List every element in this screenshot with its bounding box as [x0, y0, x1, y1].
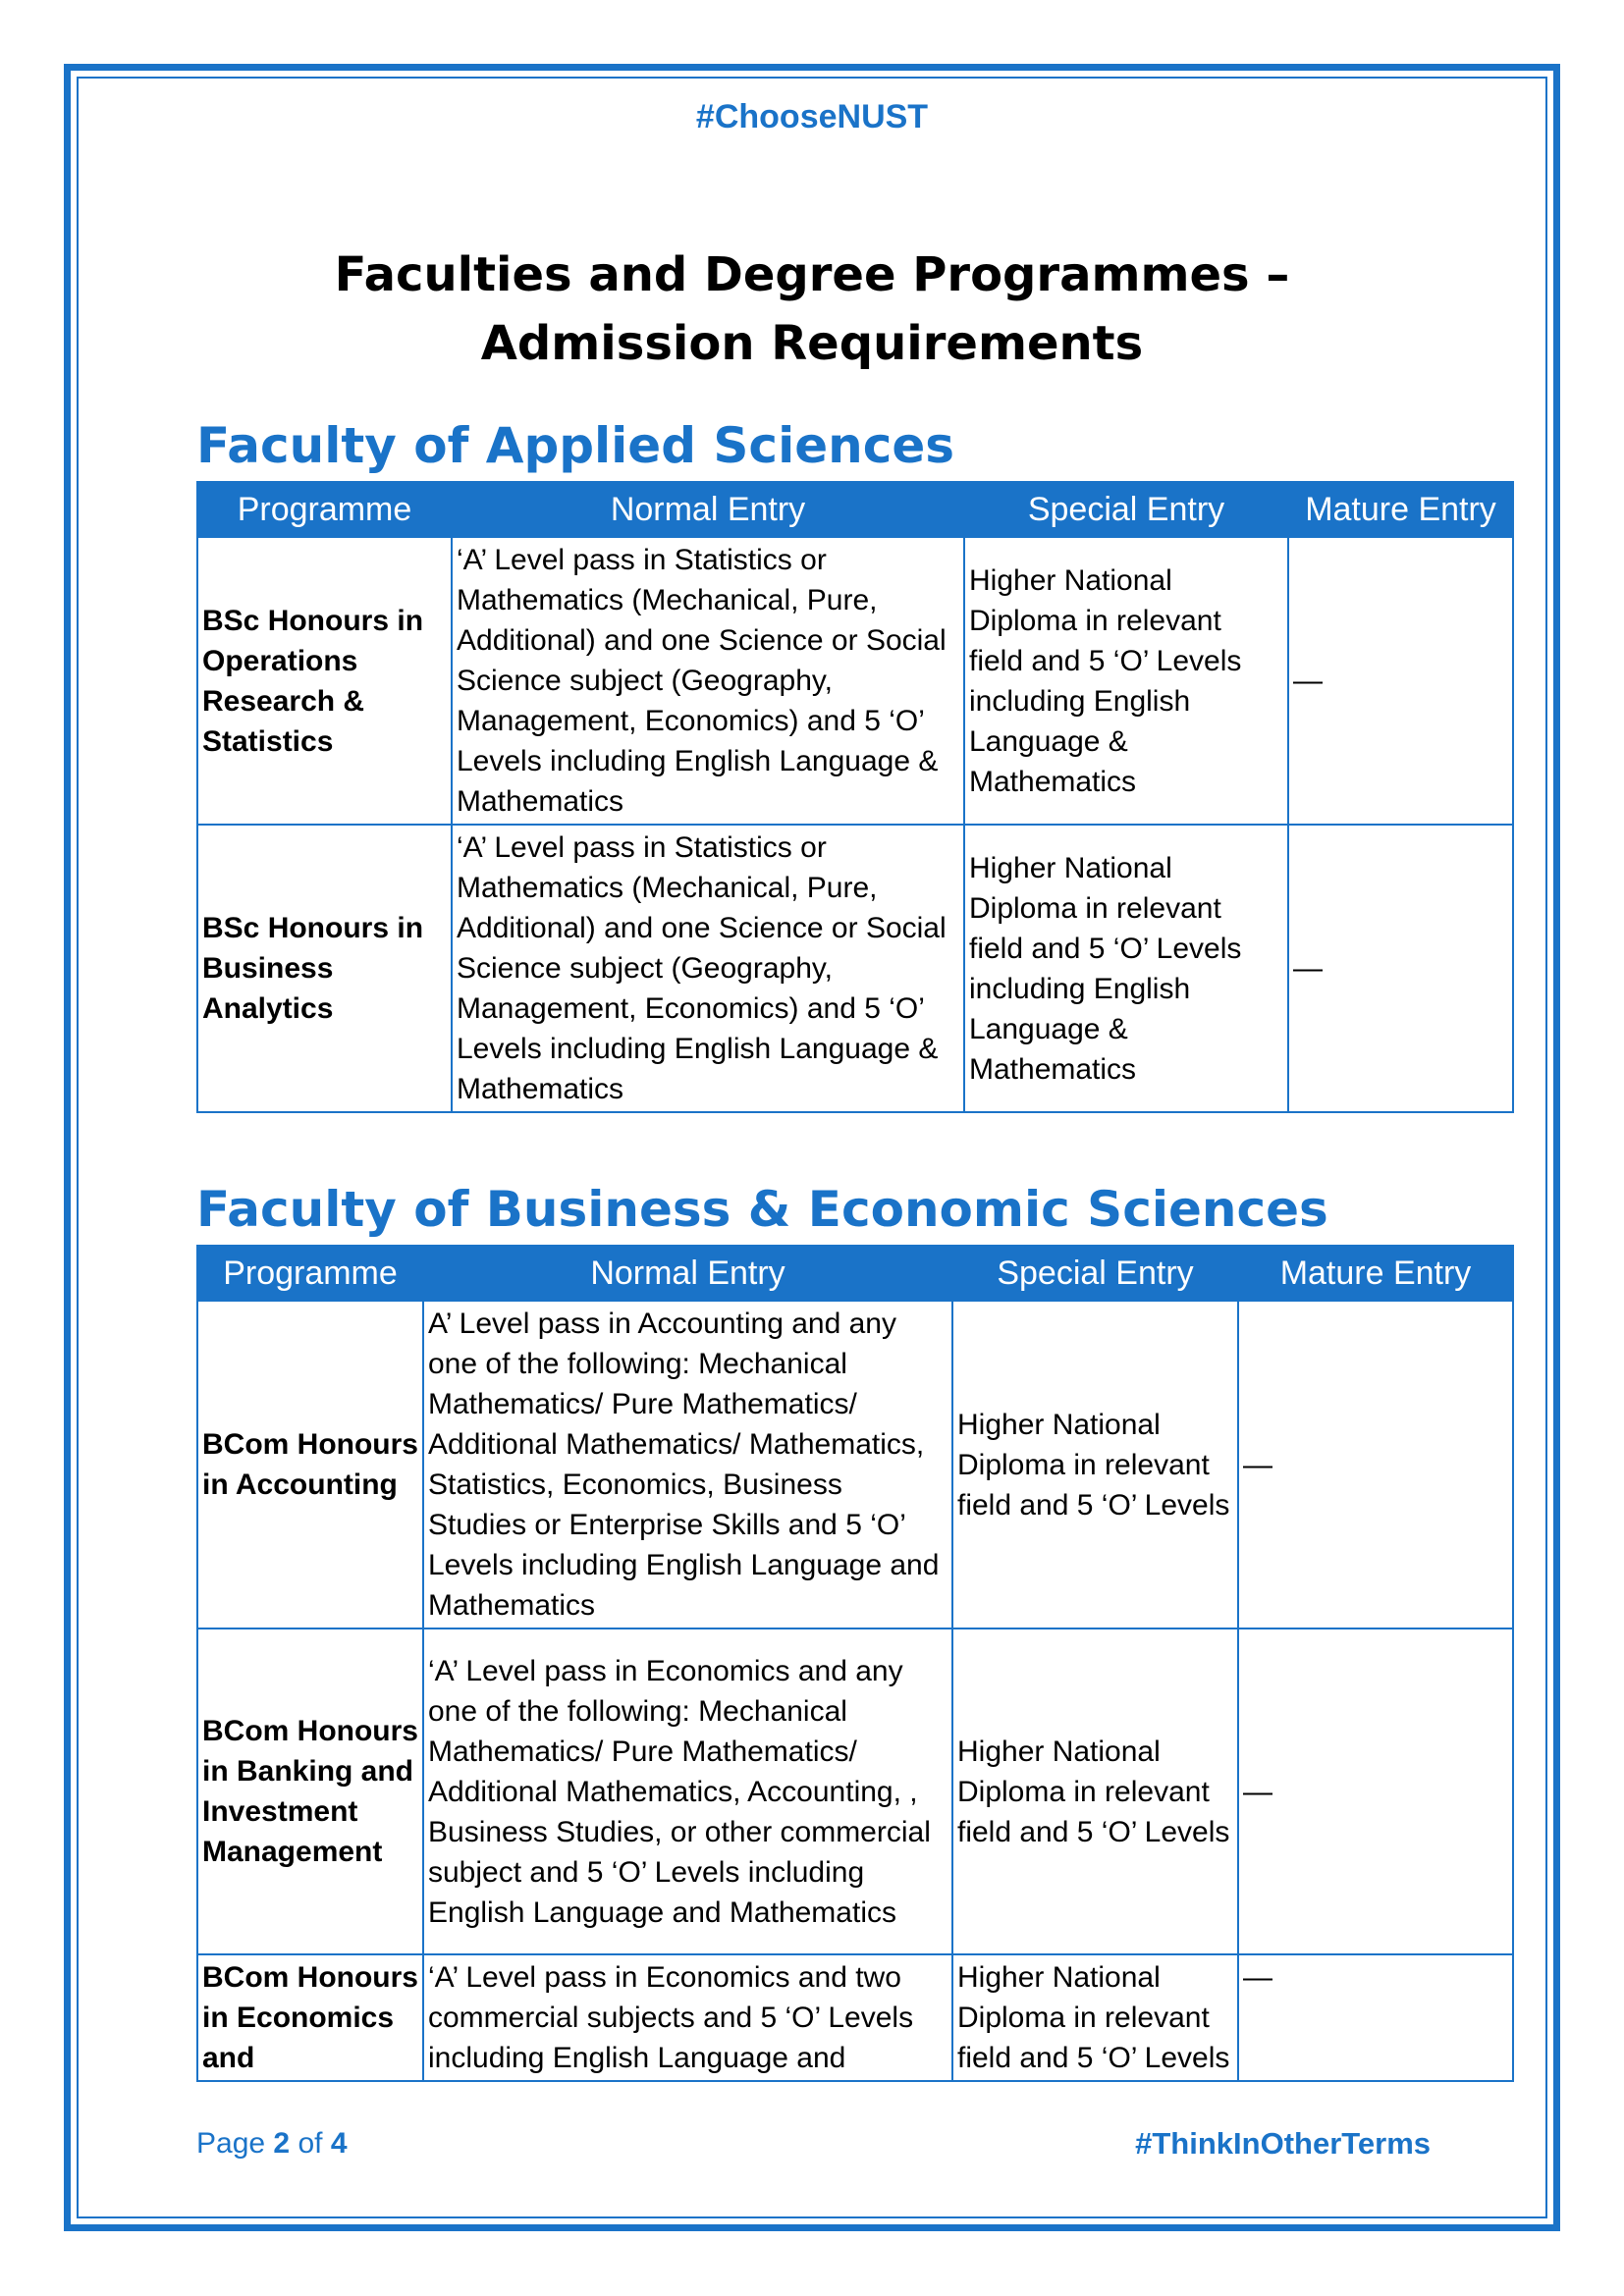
normal-entry-cell: ‘A’ Level pass in Economics and any one of the following: Mechanical Mathematics/ Pure Mathematics/ Additional Mathematics, Accounting, , Business Studies, or other commercial subject and 5 ‘O’ Levels including English Language and Mathematics	[423, 1629, 952, 1954]
table-header-row	[197, 1246, 1513, 1301]
column-header-special-entry: Special Entry	[964, 482, 1288, 537]
special-entry-cell: Higher National Diploma in relevant field and 5 ‘O’ Levels	[952, 1629, 1238, 1954]
special-entry-cell: Higher National Diploma in relevant field and 5 ‘O’ Levels including English Language & Mathematics	[964, 537, 1288, 825]
footer-hashtag[interactable]: #ThinkInOtherTerms	[1135, 2126, 1431, 2161]
table-row	[197, 537, 1513, 825]
table-row	[197, 1301, 1513, 1629]
programme-cell: BCom Honours in Economics and	[197, 1954, 423, 2081]
page-title	[196, 240, 1428, 378]
faculty-heading-applied-sciences: Faculty of Applied Sciences	[196, 417, 955, 474]
programme-cell: BCom Honours in Banking and Investment Management	[197, 1629, 423, 1954]
programme-cell: BSc Honours in Business Analytics	[197, 825, 452, 1112]
normal-entry-cell: ‘A’ Level pass in Statistics or Mathematics (Mechanical, Pure, Additional) and one Science or Social Science subject (Geography, Management, Economics) and 5 ‘O’ Levels including English Language & Mathematics	[452, 537, 964, 825]
column-header-normal-entry: Normal Entry	[452, 482, 964, 537]
programme-cell: BCom Honours in Accounting	[197, 1301, 423, 1629]
mature-entry-cell: —	[1288, 825, 1513, 1112]
normal-entry-cell: A’ Level pass in Accounting and any one of the following: Mechanical Mathematics/ Pure Mathematics/ Additional Mathematics/ Mathematics, Statistics, Economics, Business Studies or Enterprise Skills and 5 ‘O’ Levels including English Language and Mathematics	[423, 1301, 952, 1629]
applied-sciences-table	[196, 481, 1514, 1113]
column-header-mature-entry: Mature Entry	[1238, 1246, 1513, 1301]
column-header-normal-entry: Normal Entry	[423, 1246, 952, 1301]
faculty-heading-business-economic-sciences: Faculty of Business & Economic Sciences	[196, 1181, 1328, 1238]
programme-cell: BSc Honours in Operations Research & Statistics	[197, 537, 452, 825]
column-header-programme: Programme	[197, 1246, 423, 1301]
special-entry-cell: Higher National Diploma in relevant field and 5 ‘O’ Levels including English Language & Mathematics	[964, 825, 1288, 1112]
table-row	[197, 1954, 1513, 2081]
header-hashtag[interactable]: #ChooseNUST	[695, 98, 929, 135]
business-economic-sciences-table	[196, 1245, 1514, 2082]
mature-entry-cell: —	[1238, 1954, 1513, 2081]
column-header-special-entry: Special Entry	[952, 1246, 1238, 1301]
mature-entry-cell: —	[1238, 1629, 1513, 1954]
table-row	[197, 825, 1513, 1112]
column-header-mature-entry: Mature Entry	[1288, 482, 1513, 537]
table-row	[197, 1629, 1513, 1954]
normal-entry-cell: ‘A’ Level pass in Economics and two commercial subjects and 5 ‘O’ Levels including English Language and	[423, 1954, 952, 2081]
mature-entry-cell: —	[1238, 1301, 1513, 1629]
mature-entry-cell: —	[1288, 537, 1513, 825]
special-entry-cell: Higher National Diploma in relevant field and 5 ‘O’ Levels	[952, 1954, 1238, 2081]
page-prefix: Page	[196, 2127, 266, 2160]
page-separator: of	[298, 2127, 323, 2160]
special-entry-cell: Higher National Diploma in relevant field and 5 ‘O’ Levels	[952, 1301, 1238, 1629]
column-header-programme: Programme	[197, 482, 452, 537]
page-title-line1: Faculties and Degree Programmes –	[334, 247, 1290, 302]
page-current: 2	[273, 2127, 291, 2160]
normal-entry-cell: ‘A’ Level pass in Statistics or Mathematics (Mechanical, Pure, Additional) and one Science or Social Science subject (Geography, Management, Economics) and 5 ‘O’ Levels including English Language & Mathematics	[452, 825, 964, 1112]
page-title-line2: Admission Requirements	[480, 316, 1144, 371]
page-total: 4	[330, 2127, 348, 2160]
page-number	[196, 2127, 348, 2161]
table-header-row	[197, 482, 1513, 537]
